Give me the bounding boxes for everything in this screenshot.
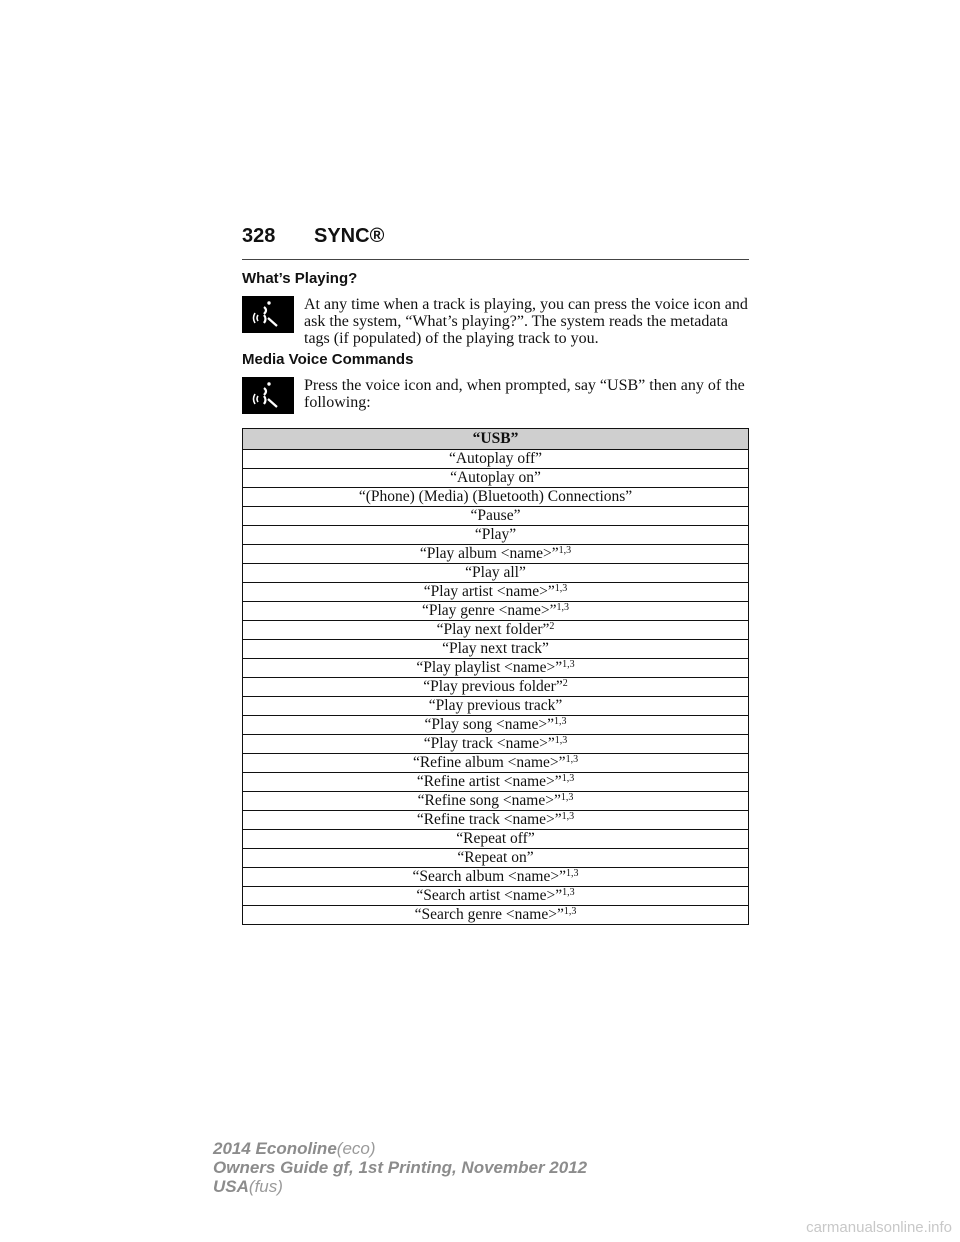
footer-model: 2014 Econoline bbox=[213, 1139, 337, 1158]
footnote-ref: 1,3 bbox=[554, 735, 568, 746]
table-row bbox=[243, 887, 749, 906]
page-number: 328 bbox=[242, 225, 276, 247]
voice-command-icon bbox=[242, 296, 294, 333]
command-cell bbox=[243, 868, 749, 887]
footnote-ref: 1,3 bbox=[563, 906, 577, 917]
table-row bbox=[243, 716, 749, 735]
table-row bbox=[243, 659, 749, 678]
command-cell bbox=[243, 640, 749, 659]
table-header-usb: “USB” bbox=[243, 429, 749, 450]
table-row bbox=[243, 849, 749, 868]
table-row bbox=[243, 526, 749, 545]
footnote-ref: 1,3 bbox=[558, 545, 572, 556]
command-text: “(Phone) (Media) (Bluetooth) Connections” bbox=[358, 488, 633, 505]
command-cell bbox=[243, 526, 749, 545]
command-text: “Play” bbox=[474, 526, 517, 543]
command-cell bbox=[243, 469, 749, 488]
footnote-ref: 1,3 bbox=[560, 792, 574, 803]
command-cell bbox=[243, 545, 749, 564]
footnote-ref: 2 bbox=[562, 678, 568, 689]
section-heading-whats-playing: What’s Playing? bbox=[242, 270, 358, 287]
command-text: “Play all” bbox=[465, 564, 526, 581]
table-body bbox=[243, 450, 749, 925]
footer-region-line bbox=[213, 1177, 587, 1196]
command-cell bbox=[243, 450, 749, 469]
footnote-ref: 1,3 bbox=[554, 583, 568, 594]
footnote-ref: 1,3 bbox=[556, 602, 570, 613]
command-text: “Play genre <name>” bbox=[421, 602, 557, 619]
footer-guide: Owners Guide gf, 1st Printing, November 2012 bbox=[213, 1158, 588, 1177]
table-row bbox=[243, 507, 749, 526]
command-cell bbox=[243, 735, 749, 754]
command-cell bbox=[243, 716, 749, 735]
command-text: “Search genre <name>” bbox=[414, 906, 564, 923]
command-cell bbox=[243, 507, 749, 526]
command-text: “Autoplay off” bbox=[448, 450, 543, 467]
command-text: “Autoplay on” bbox=[450, 469, 541, 486]
section-heading-media-voice-commands: Media Voice Commands bbox=[242, 351, 414, 368]
command-cell bbox=[243, 906, 749, 925]
command-cell bbox=[243, 659, 749, 678]
table-row bbox=[243, 735, 749, 754]
footer-model-code: (eco) bbox=[336, 1139, 376, 1158]
table-row bbox=[243, 583, 749, 602]
footnote-ref: 1,3 bbox=[561, 811, 575, 822]
command-text: “Search artist <name>” bbox=[416, 887, 563, 904]
command-cell bbox=[243, 488, 749, 507]
command-cell bbox=[243, 602, 749, 621]
footnote-ref: 1,3 bbox=[565, 754, 579, 765]
table-row bbox=[243, 830, 749, 849]
footnote-ref: 1,3 bbox=[565, 868, 579, 879]
command-cell bbox=[243, 792, 749, 811]
footnote-ref: 1,3 bbox=[562, 659, 575, 670]
footer-region-code: (fus) bbox=[248, 1177, 283, 1196]
table-row bbox=[243, 621, 749, 640]
table-row bbox=[243, 697, 749, 716]
table-row bbox=[243, 640, 749, 659]
footer-model-line bbox=[213, 1139, 587, 1158]
footer-guide-line bbox=[213, 1158, 587, 1177]
footnote-ref: 1,3 bbox=[561, 773, 575, 784]
footnote-ref: 1,3 bbox=[562, 887, 575, 898]
table-row bbox=[243, 792, 749, 811]
command-cell bbox=[243, 678, 749, 697]
command-text: “Repeat off” bbox=[456, 830, 535, 847]
media-voice-commands-text: Press the voice icon and, when prompted, say “USB” then any of the following: bbox=[304, 377, 745, 411]
page-header bbox=[242, 225, 749, 257]
table-row bbox=[243, 811, 749, 830]
command-text: “Play previous track” bbox=[428, 697, 563, 714]
table-row bbox=[243, 469, 749, 488]
command-cell bbox=[243, 564, 749, 583]
table-row bbox=[243, 906, 749, 925]
header-rule bbox=[242, 259, 749, 260]
watermark: carmanualsonline.info bbox=[806, 1219, 952, 1236]
command-text: “Refine track <name>” bbox=[416, 811, 562, 828]
command-text: “Refine artist <name>” bbox=[416, 773, 562, 790]
page-footer bbox=[213, 1139, 587, 1196]
command-cell bbox=[243, 773, 749, 792]
command-cell bbox=[243, 811, 749, 830]
command-cell bbox=[243, 849, 749, 868]
table-row bbox=[243, 564, 749, 583]
table-row bbox=[243, 754, 749, 773]
command-text: “Search album <name>” bbox=[412, 868, 566, 885]
command-text: “Play previous folder” bbox=[423, 678, 563, 695]
voice-command-icon bbox=[242, 377, 294, 414]
command-text: “Play song <name>” bbox=[424, 716, 554, 733]
command-text: “Play album <name>” bbox=[419, 545, 559, 562]
table-row bbox=[243, 602, 749, 621]
command-text: “Play next folder” bbox=[436, 621, 550, 638]
table-row bbox=[243, 488, 749, 507]
footnote-ref: 1,3 bbox=[553, 716, 567, 727]
command-text: “Pause” bbox=[470, 507, 521, 524]
table-row bbox=[243, 450, 749, 469]
whats-playing-text: At any time when a track is playing, you can press the voice icon and ask the system, “What’s playing?”. The system reads the metadata tags (if populated) of the playing track to you. bbox=[304, 296, 748, 347]
footer-region: USA bbox=[213, 1177, 249, 1196]
command-text: “Play next track” bbox=[442, 640, 549, 657]
command-text: “Repeat on” bbox=[457, 849, 534, 866]
command-text: “Play playlist <name>” bbox=[416, 659, 563, 676]
command-cell bbox=[243, 830, 749, 849]
command-cell bbox=[243, 621, 749, 640]
command-text: “Refine song <name>” bbox=[417, 792, 561, 809]
table-row bbox=[243, 545, 749, 564]
command-cell bbox=[243, 754, 749, 773]
table-header-row bbox=[243, 429, 749, 450]
footnote-ref: 2 bbox=[549, 621, 555, 632]
command-cell bbox=[243, 583, 749, 602]
command-text: “Refine album <name>” bbox=[412, 754, 566, 771]
command-cell bbox=[243, 887, 749, 906]
command-cell bbox=[243, 697, 749, 716]
usb-commands-table bbox=[242, 428, 749, 925]
table-row bbox=[243, 678, 749, 697]
chapter-title: SYNC® bbox=[314, 225, 385, 247]
table-row bbox=[243, 773, 749, 792]
table-row bbox=[243, 868, 749, 887]
command-text: “Play artist <name>” bbox=[423, 583, 555, 600]
command-text: “Play track <name>” bbox=[423, 735, 555, 752]
